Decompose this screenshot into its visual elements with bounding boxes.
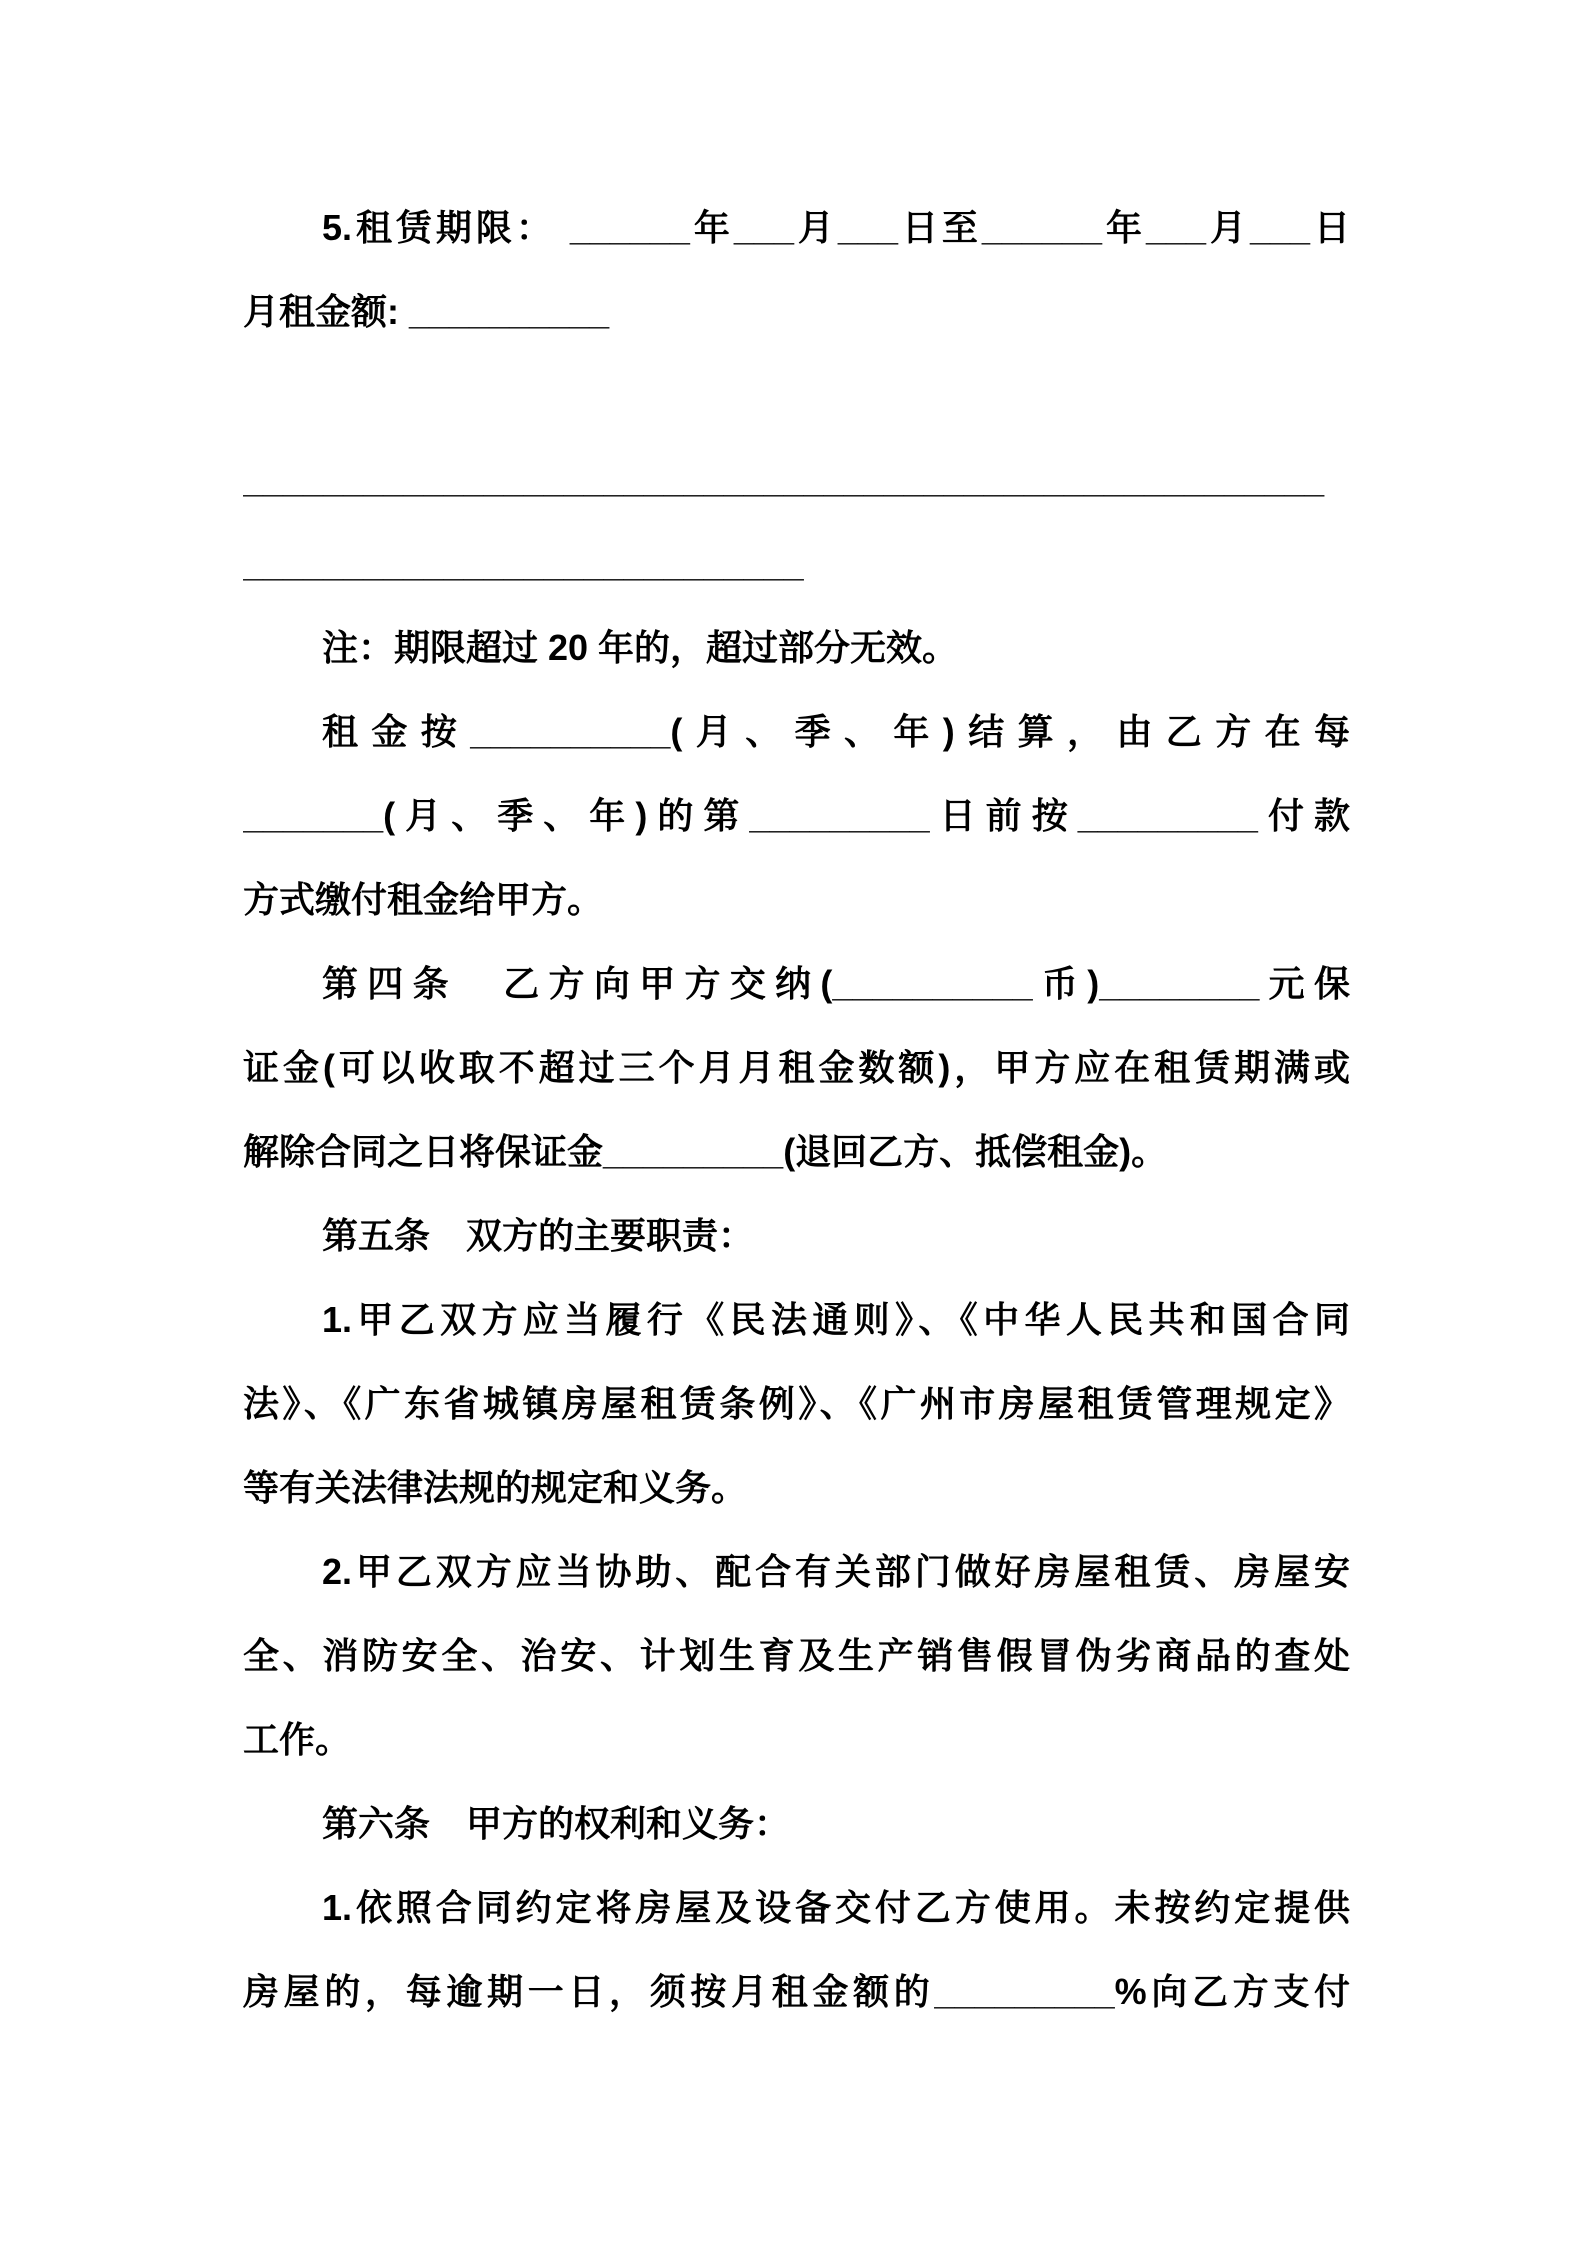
article-5-item-2-line-1: 2.甲乙双方应当协助、配合有关部门做好房屋租赁、房屋安	[322, 1551, 1350, 1592]
article-4-line-1: 第四条 乙方向甲方交纳(__________币)________元保	[322, 963, 1350, 1004]
article-5-item-2-line-2: 全、消防安全、治安、计划生育及生产销售假冒伪劣商品的查处	[243, 1635, 1350, 1676]
contract-text-block	[243, 186, 1350, 2034]
article-5-item-2-line-3: 工作。	[243, 1719, 352, 1760]
fill-in-line-long: ______________________________________________________	[243, 459, 1325, 500]
article-6-item-1-line-1: 1.依照合同约定将房屋及设备交付乙方使用。未按约定提供	[322, 1887, 1350, 1928]
note-line: 注：期限超过 20 年的，超过部分无效。	[322, 627, 959, 668]
fill-in-line-short: ____________________________	[243, 543, 804, 584]
article-5-item-1-line-2: 法》、《广东省城镇房屋租赁条例》、《广州市房屋租赁管理规定》	[243, 1383, 1350, 1424]
article-6-item-1-line-2: 房屋的，每逾期一日，须按月租金额的_________%向乙方支付	[243, 1971, 1350, 2012]
article-4-line-2: 证金(可以收取不超过三个月月租金数额)，甲方应在租赁期满或	[243, 1047, 1350, 1088]
monthly-rent-line: 月租金额: __________	[243, 291, 610, 332]
rent-settlement-line-1: 租金按__________(月、季、年)结算，由乙方在每	[322, 711, 1350, 752]
rent-settlement-line-2: _______(月、季、年)的第_________日前按_________付款	[243, 795, 1350, 836]
article-5-item-1-line-1: 1.甲乙双方应当履行《民法通则》、《中华人民共和国合同	[322, 1299, 1350, 1340]
article-5-item-1-line-3: 等有关法律法规的规定和义务。	[243, 1467, 748, 1508]
spacer-line	[243, 354, 1350, 438]
rent-settlement-line-3: 方式缴付租金给甲方。	[243, 879, 604, 920]
article-5-heading: 第五条 双方的主要职责：	[322, 1215, 755, 1256]
lease-term-line: 5.租赁期限： ______年___月___日至______年___月___日	[322, 207, 1350, 248]
article-4-line-3: 解除合同之日将保证金_________(退回乙方、抵偿租金)。	[243, 1131, 1168, 1172]
article-6-heading: 第六条 甲方的权利和义务：	[322, 1803, 791, 1844]
